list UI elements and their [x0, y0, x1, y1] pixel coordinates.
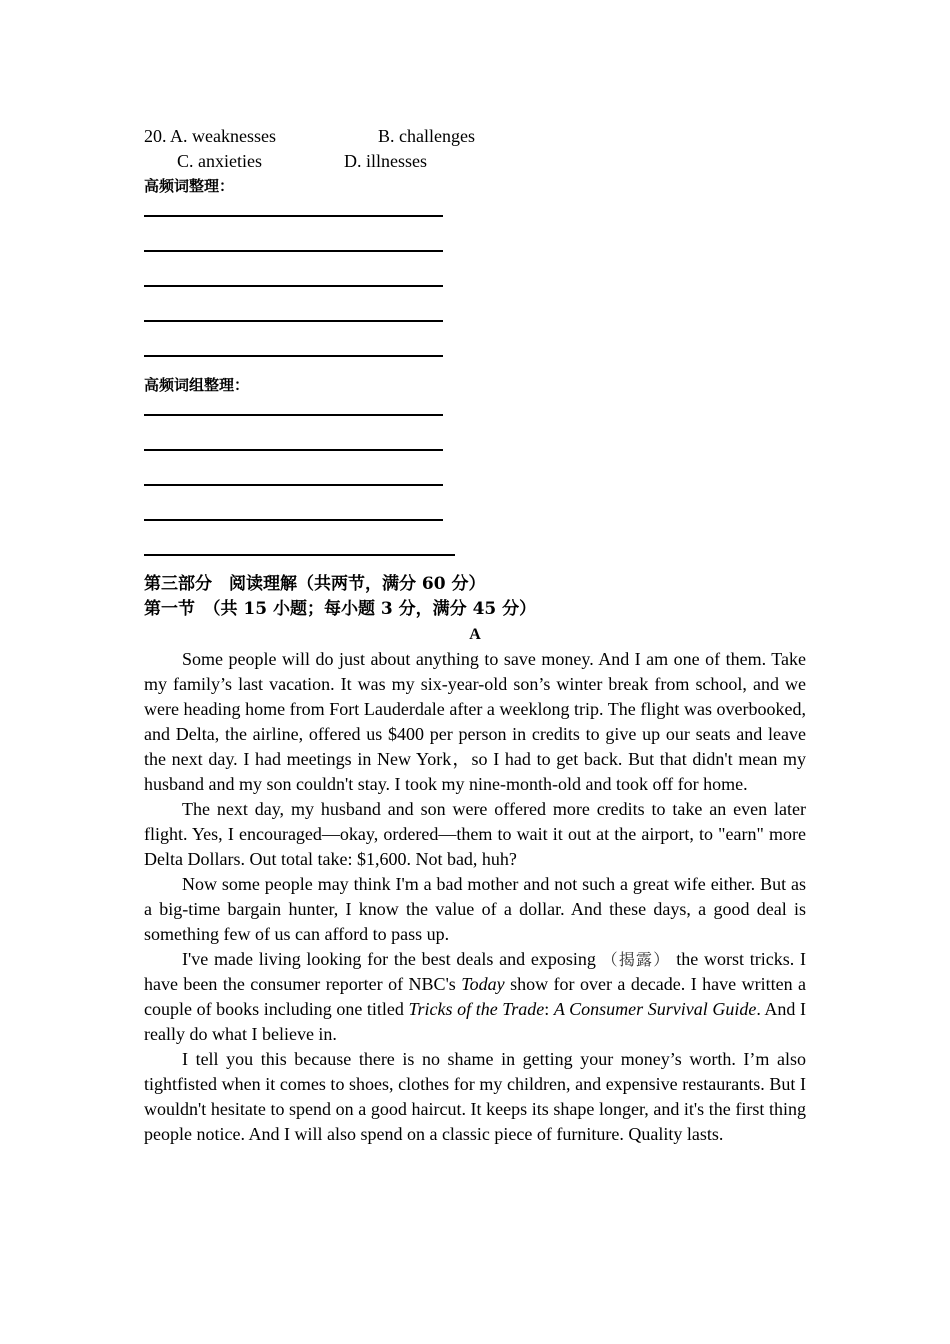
section-one-heading: 第一节 （共 15 小题；每小题 3 分，满分 45 分） [144, 599, 537, 619]
question-20-option-d: D. illnesses [344, 151, 427, 171]
part-three-heading: 第三部分 阅读理解（共两节，满分 60 分） [144, 574, 486, 594]
passage-paragraph-5: I tell you this because there is no shame in getting your money’s worth. I’m also tightfisted when it comes to shoes, clothes for my children, and expensive restaurants. But I wouldn't hesitate to spend on a good haircut. It keeps its shape longer, and it's the first thing people notice. And I will also spend on a classic piece of furniture. Quality lasts. [144, 1049, 806, 1144]
p4-chinese-gloss: （揭露） [601, 950, 671, 969]
high-frequency-phrases-label: 高频词组整理： [144, 376, 250, 394]
p4-book-title-main: Tricks of the Trade [408, 999, 545, 1019]
p4-book-title-sub: A Consumer Survival Guide [553, 999, 757, 1019]
p4-show-title: Today [461, 974, 505, 994]
question-20-option-c: C. anxieties [177, 151, 262, 171]
p4-colon: : [544, 999, 554, 1019]
passage-paragraph-3: Now some people may think I'm a bad mother and not such a great wife either. But as a big-time bargain hunter, I know the value of a dollar. And these days, a good deal is something few of us can afford to pass up. [144, 874, 806, 944]
passage-paragraph-2: The next day, my husband and son were offered more credits to take an even later flight. Yes, I encouraged—okay, ordered—them to wait it out at the airport, to "earn" more Delta Dollars. Out total take: $1,600. Not bad, huh? [144, 799, 806, 869]
p4-text-d: . And I really do what I believe in. [144, 999, 806, 1044]
question-20-option-a: 20. A. weaknesses [144, 126, 276, 146]
question-20-option-b: B. challenges [378, 126, 475, 146]
passage-label: A [469, 626, 481, 643]
p4-text-c: show for over a decade. I have written a couple of books including one titled [144, 974, 807, 1019]
question-20-row-1 [144, 124, 806, 149]
document-page [144, 124, 806, 1147]
question-20-row-2 [144, 149, 806, 174]
passage-paragraph-4 [144, 947, 806, 1047]
p4-text-b: the worst tricks. I have been the consumer reporter of NBC's [144, 949, 806, 994]
high-frequency-words-label: 高频词整理： [144, 177, 235, 195]
passage-paragraph-1: Some people will do just about anything to save money. And I am one of them. Take my family’s last vacation. It was my six-year-old son’s winter break from school, and we were heading home from Fort Lauderdale after a weeklong trip. The flight was overbooked, and Delta, the airline, offered us $400 per person in credits to give up our seats and leave the next day. I had meetings in New York，so I had to get back. But that didn't mean my husband and my son couldn't stay. I took my nine-month-old and took off for home. [144, 649, 806, 794]
p4-text-a: I've made living looking for the best deals and exposing [182, 949, 602, 969]
